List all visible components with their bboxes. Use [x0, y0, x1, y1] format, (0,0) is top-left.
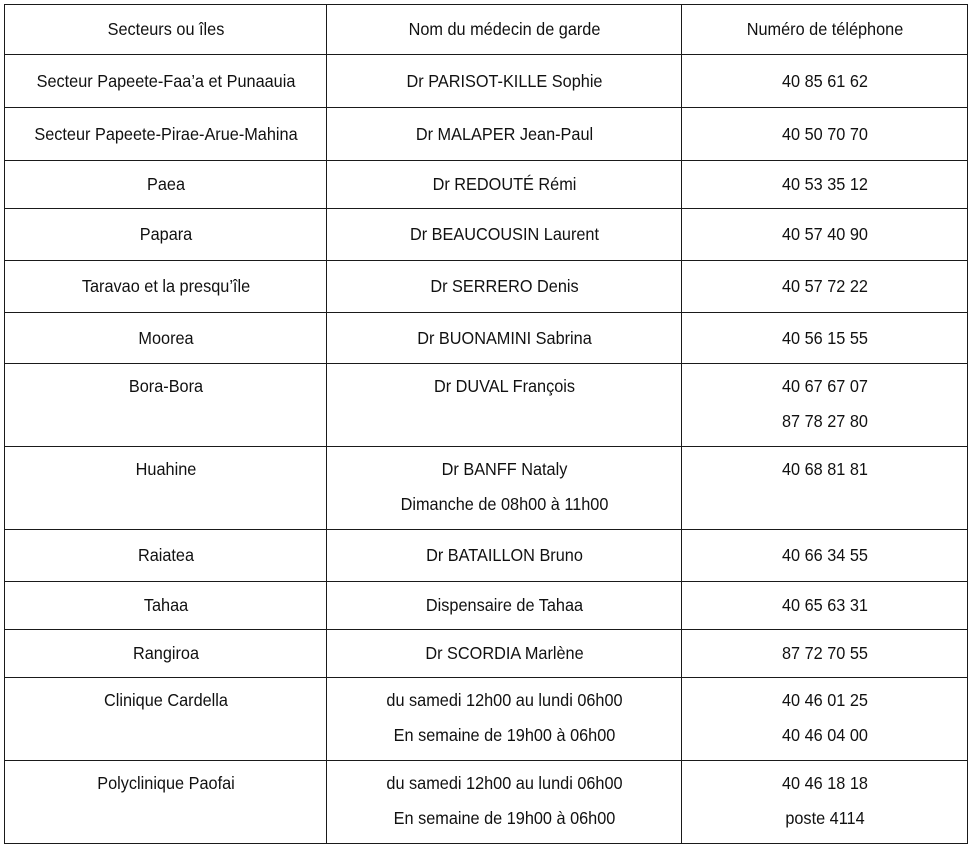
doctor-line: Dr REDOUTÉ Rémi	[432, 174, 576, 194]
doctor-cell	[339, 55, 669, 108]
phone-cell	[692, 209, 958, 261]
doctor-cell	[339, 364, 669, 447]
phone-number: 40 46 01 25	[781, 690, 868, 710]
phone-number: 40 57 72 22	[781, 276, 868, 296]
doctor-cell	[339, 108, 669, 161]
phone-cell	[692, 261, 958, 313]
sector-name: Polyclinique Paofai	[96, 773, 235, 793]
table-row	[5, 108, 968, 161]
phone-cell	[692, 630, 958, 678]
sector-cell	[16, 261, 315, 313]
doctor-cell	[339, 261, 669, 313]
phone-number: 40 67 67 07	[781, 376, 868, 396]
sector-cell	[16, 447, 315, 530]
phone-cell	[692, 55, 958, 108]
doctor-line: Dr BEAUCOUSIN Laurent	[409, 224, 599, 244]
doctor-cell	[339, 530, 669, 582]
sector-name: Secteur Papeete-Pirae-Arue-Mahina	[33, 123, 298, 144]
phone-cell	[692, 678, 958, 761]
phone-number: poste 4114	[784, 808, 865, 828]
sector-cell	[16, 678, 315, 761]
phone-cell	[692, 161, 958, 209]
table-row	[5, 313, 968, 364]
sector-name: Moorea	[137, 327, 194, 348]
doctor-cell	[339, 209, 669, 261]
phone-cell	[692, 313, 958, 364]
table-row	[5, 582, 968, 630]
phone-cell	[692, 364, 958, 447]
phone-cell	[692, 582, 958, 630]
sector-name: Papara	[139, 224, 192, 244]
phone-number: 40 46 18 18	[781, 773, 868, 793]
table-header-row	[5, 5, 968, 55]
table-row	[5, 55, 968, 108]
phone-number: 40 50 70 70	[781, 123, 868, 144]
doctor-line: Dr PARISOT-KILLE Sophie	[406, 70, 602, 91]
doctor-cell	[339, 313, 669, 364]
sector-cell	[16, 209, 315, 261]
doctor-line: Dr BATAILLON Bruno	[425, 545, 583, 565]
table-row	[5, 364, 968, 447]
sector-name: Clinique Cardella	[103, 690, 228, 710]
phone-cell	[692, 447, 958, 530]
doctor-cell	[339, 447, 669, 530]
doctor-line: Dr SERRERO Denis	[429, 276, 579, 296]
phone-number: 40 68 81 81	[781, 459, 868, 479]
phone-number: 40 66 34 55	[781, 545, 868, 565]
table-row	[5, 761, 968, 844]
header-sector: Secteurs ou îles	[16, 5, 315, 55]
doctor-line: du samedi 12h00 au lundi 06h00	[385, 690, 623, 710]
sector-cell	[16, 630, 315, 678]
header-doctor: Nom du médecin de garde	[339, 5, 669, 55]
phone-number: 40 85 61 62	[781, 70, 868, 91]
doctor-cell	[339, 161, 669, 209]
doctor-line: du samedi 12h00 au lundi 06h00	[385, 773, 623, 793]
table-row	[5, 209, 968, 261]
doctor-cell	[339, 761, 669, 844]
doctor-cell	[339, 630, 669, 678]
phone-number: 40 56 15 55	[781, 327, 868, 348]
doctor-line: Dimanche de 08h00 à 11h00	[400, 494, 608, 514]
phone-cell	[692, 761, 958, 844]
phone-number: 40 46 04 00	[781, 725, 868, 745]
phone-number: 40 53 35 12	[781, 174, 868, 194]
sector-cell	[16, 161, 315, 209]
doctor-cell	[339, 582, 669, 630]
table-row	[5, 530, 968, 582]
doctor-line: Dr BUONAMINI Sabrina	[416, 327, 592, 348]
doctor-line: En semaine de 19h00 à 06h00	[393, 808, 615, 828]
doctor-line: Dr BANFF Nataly	[441, 459, 567, 479]
sector-name: Bora-Bora	[128, 376, 203, 396]
sector-cell	[16, 313, 315, 364]
phone-number: 87 78 27 80	[781, 411, 868, 431]
sector-name: Paea	[146, 174, 185, 194]
phone-number: 40 57 40 90	[781, 224, 868, 244]
on-call-doctors-table	[4, 4, 968, 844]
phone-cell	[692, 108, 958, 161]
sector-cell	[16, 582, 315, 630]
doctor-line: Dr MALAPER Jean-Paul	[415, 123, 593, 144]
header-phone: Numéro de téléphone	[692, 5, 958, 55]
phone-cell	[692, 530, 958, 582]
doctor-line: Dr SCORDIA Marlène	[424, 643, 584, 663]
sector-name: Tahaa	[143, 595, 188, 615]
phone-number: 87 72 70 55	[781, 643, 868, 663]
sector-cell	[16, 108, 315, 161]
doctor-line: Dispensaire de Tahaa	[425, 595, 583, 615]
sector-name: Raiatea	[137, 545, 194, 565]
table-row	[5, 261, 968, 313]
phone-number: 40 65 63 31	[781, 595, 868, 615]
table-row	[5, 447, 968, 530]
sector-name: Rangiroa	[132, 643, 199, 663]
sector-cell	[16, 761, 315, 844]
sector-cell	[16, 55, 315, 108]
table-row	[5, 161, 968, 209]
sector-cell	[16, 364, 315, 447]
sector-name: Taravao et la presqu’île	[81, 276, 250, 296]
table-row	[5, 678, 968, 761]
sector-name: Huahine	[135, 459, 196, 479]
doctor-line: En semaine de 19h00 à 06h00	[393, 725, 615, 745]
table-row	[5, 630, 968, 678]
doctor-cell	[339, 678, 669, 761]
sector-cell	[16, 530, 315, 582]
doctor-line: Dr DUVAL François	[433, 376, 575, 396]
sector-name: Secteur Papeete-Faa’a et Punaauia	[36, 70, 295, 91]
